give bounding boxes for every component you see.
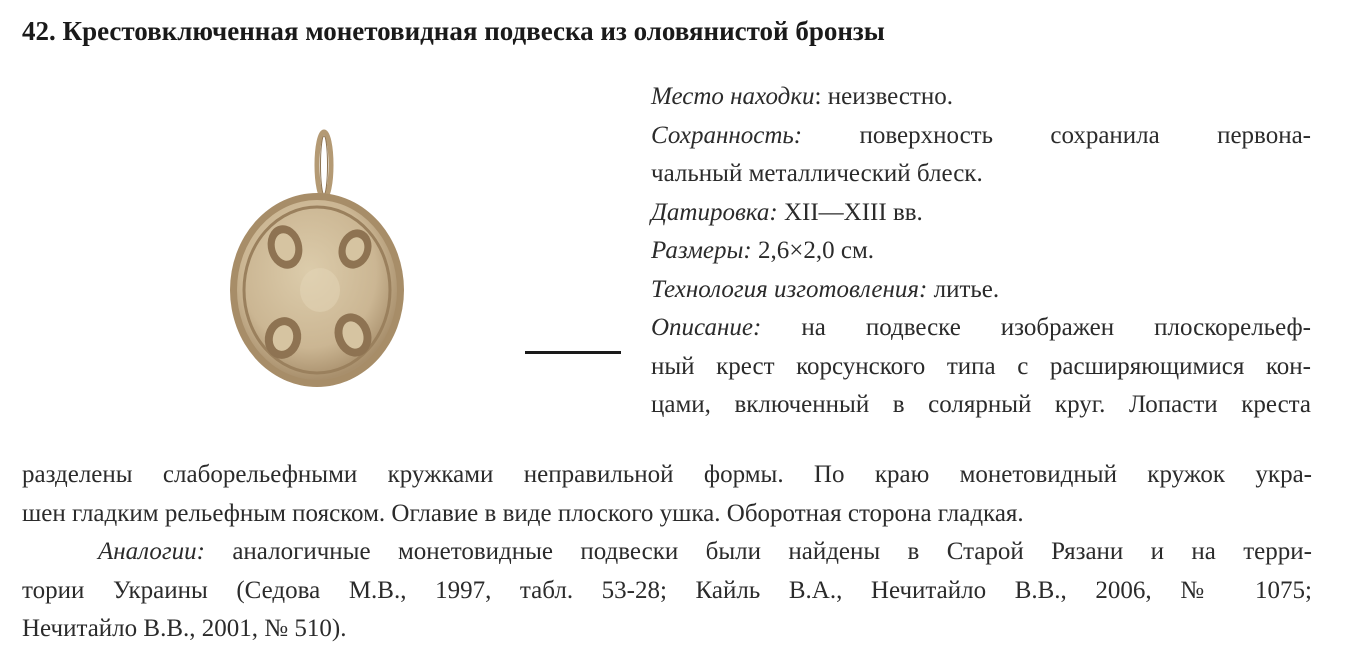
- description-line-5: шен гладким рельефным пояском. Оглавие в виде плоского ушка. Оборотная сторона гладкая.: [22, 499, 1024, 527]
- dating-value: XII—XIII вв.: [777, 198, 923, 226]
- find-place-line: Место находки: неизвестно.: [651, 83, 953, 110]
- analogies-line-2: тории Украины (Седова М.В., 1997, табл. 53-28; Кайль В.А., Нечитайло В.В., 2006, № 1075;: [22, 576, 1312, 604]
- technology-line: [651, 271, 1311, 310]
- page-title: 42. Крестовключенная монетовидная подвеска из оловянистой бронзы: [22, 16, 885, 46]
- description-label: Описание:: [651, 314, 762, 341]
- description-line-3: цами, включенный в солярный круг. Лопасти креста: [651, 391, 1311, 418]
- preservation-line-2: чальный металлический блеск.: [651, 160, 983, 187]
- technology-label: Технология изготовления:: [651, 275, 928, 303]
- pendant-photo: [225, 125, 415, 390]
- dimensions-line: [651, 232, 1311, 271]
- description-line-4: разделены слаборельефными кружками неправильной формы. По краю монетовидный кружок укра-: [22, 461, 1312, 488]
- side-text-block: [651, 78, 1311, 425]
- find-place-label: Место находки: [651, 83, 815, 110]
- full-width-text-block: [22, 456, 1312, 649]
- description-line-2: ный крест корсунского типа с расширяющимися кон-: [651, 352, 1311, 380]
- analogies-label: Аналогии:: [98, 538, 205, 565]
- dimensions-label: Размеры:: [651, 237, 752, 264]
- analogies-line-3: Нечитайло В.В., 2001, № 510).: [22, 615, 347, 642]
- pendant-image: [225, 125, 415, 390]
- preservation-label: Сохранность:: [651, 121, 803, 149]
- dating-line: [651, 194, 1311, 233]
- description-line-1: Описание: на подвеске изображен плоскорельеф-: [651, 314, 1311, 341]
- find-place-value: неизвестно.: [827, 83, 953, 110]
- technology-value: литье.: [927, 275, 1000, 303]
- dimensions-value: 2,6×2,0 см.: [751, 237, 875, 264]
- scale-bar: [525, 351, 621, 354]
- analogies-line-1: Аналогии: аналогичные монетовидные подвески были найдены в Старой Рязани и на терри-: [98, 538, 1312, 565]
- preservation-line-1: Сохранность: поверхность сохранила первона-: [651, 121, 1311, 149]
- dating-label: Датировка:: [651, 198, 778, 226]
